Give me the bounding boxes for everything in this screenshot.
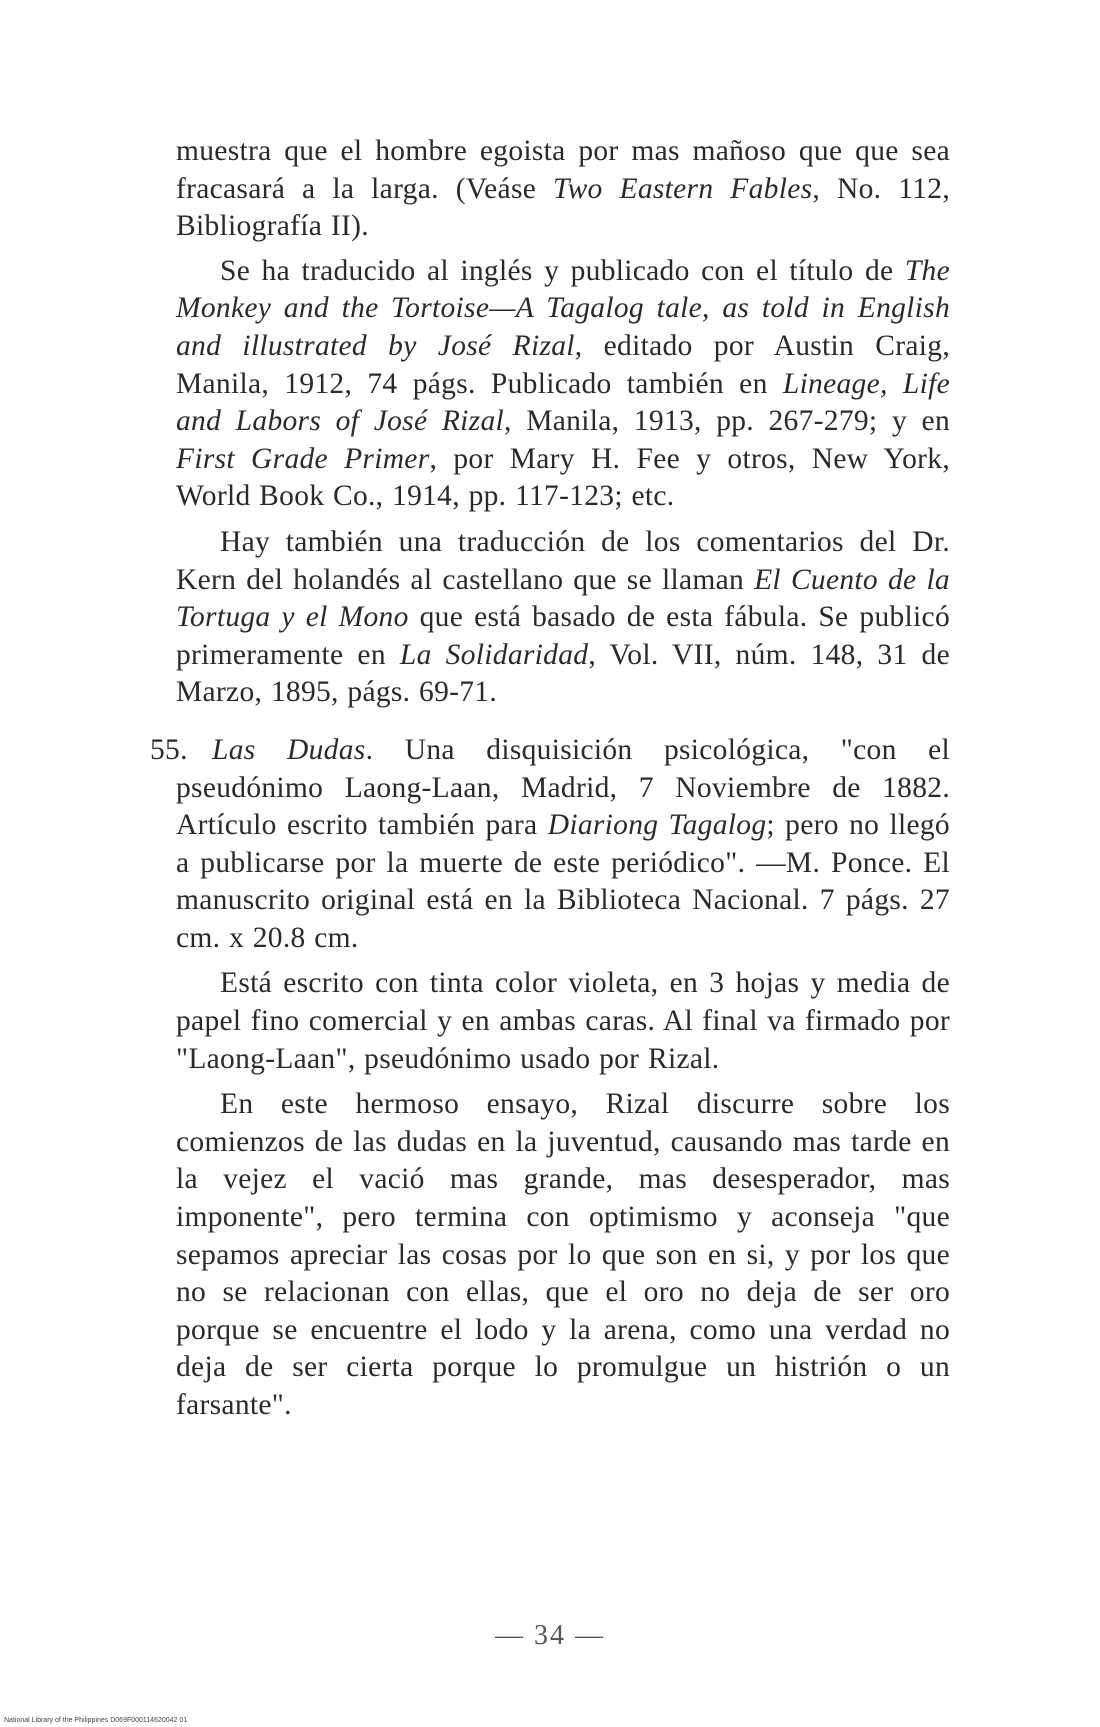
page-text [150, 133, 951, 1425]
text-run: En este hermoso ensayo, Rizal discurre sobre los comienzos de las dudas en la juventud, causando mas tarde en la vejez el vació mas grande, mas desesperador, mas imponente", pero termina con optimismo y aconseja "que sepamos apreciar las cosas por lo que son en si, y por los que no se relacionan con ellas, que el oro no deja de ser oro porque se encuentre el lodo y la arena, como una verdad no deja de ser cierta porque lo promulgue un histrión o un farsante". [176, 1088, 950, 1421]
italic-title: Lineage, Life and Labors of José Rizal [176, 367, 950, 438]
paragraph-kern [176, 524, 950, 712]
paragraph-essay [176, 1086, 950, 1424]
paragraph-continuation [176, 133, 950, 246]
text-run: , editado por Austin Craig, Manila, 1912, 74 págs. Publicado también en [176, 329, 951, 400]
italic-title: The Monkey and the Tortoise—A Tagalog tale, as told in English and illustrated by José Rizal [176, 254, 950, 362]
text-run: , No. 112, Bibliografía II). [176, 172, 950, 243]
text-run: Se ha traducido al inglés y publicado con el título de [220, 254, 905, 287]
paragraph-translations [176, 253, 950, 516]
text-run: ; pero no llegó a publicarse por la muerte de este periódico". —M. Ponce. El manuscrito original está en la Biblioteca Nacional. 7 págs. 27 cm. x 20.8 cm. [176, 809, 950, 954]
italic-title: Las Dudas [212, 733, 366, 766]
text-run: , por Mary H. Fee y otros, New York, World Book Co., 1914, pp. 117-123; etc. [176, 442, 950, 513]
italic-title: El Cuento de la Tortuga y el Mono [176, 563, 950, 634]
entry-55-text [176, 732, 950, 958]
paragraph-manuscript [176, 965, 950, 1078]
text-run: , Vol. VII, núm. 148, 31 de Marzo, 1895, págs. 69-71. [176, 638, 950, 709]
page-number: — 34 — [495, 1620, 605, 1651]
text-run: Está escrito con tinta color violeta, en 3 hojas y media de papel fino comercial y en ambas caras. Al final va firmado por "Laong-Laan", pseudónimo usado por Rizal. [176, 967, 950, 1075]
text-run: . Una disquisición psicológica, "con el pseudónimo Laong-Laan, Madrid, 7 Noviembre de 1882. Artículo escrito también para [176, 733, 951, 842]
entry-number: 55. [150, 733, 188, 766]
text-run: muestra que el hombre egoista por mas mañoso que que sea fracasará a la larga. (Veáse [176, 135, 950, 205]
italic-title: First Grade Primer [176, 442, 430, 475]
italic-title: La Solidaridad [399, 638, 589, 671]
text-run: que está basado de esta fábula. Se publicó primeramente en [176, 601, 950, 671]
text-run: , Manila, 1913, pp. 267-279; y en [504, 405, 950, 438]
text-run: Hay también una traducción de los comentarios del Dr. Kern del holandés al castellano que se llaman [176, 525, 950, 596]
italic-title: Two Eastern Fables [553, 172, 813, 205]
italic-title: Diariong Tagalog [547, 809, 767, 842]
footer-note: National Library of the Philippines D069F000114620042 01 [4, 1717, 188, 1724]
entry-55 [150, 732, 951, 958]
